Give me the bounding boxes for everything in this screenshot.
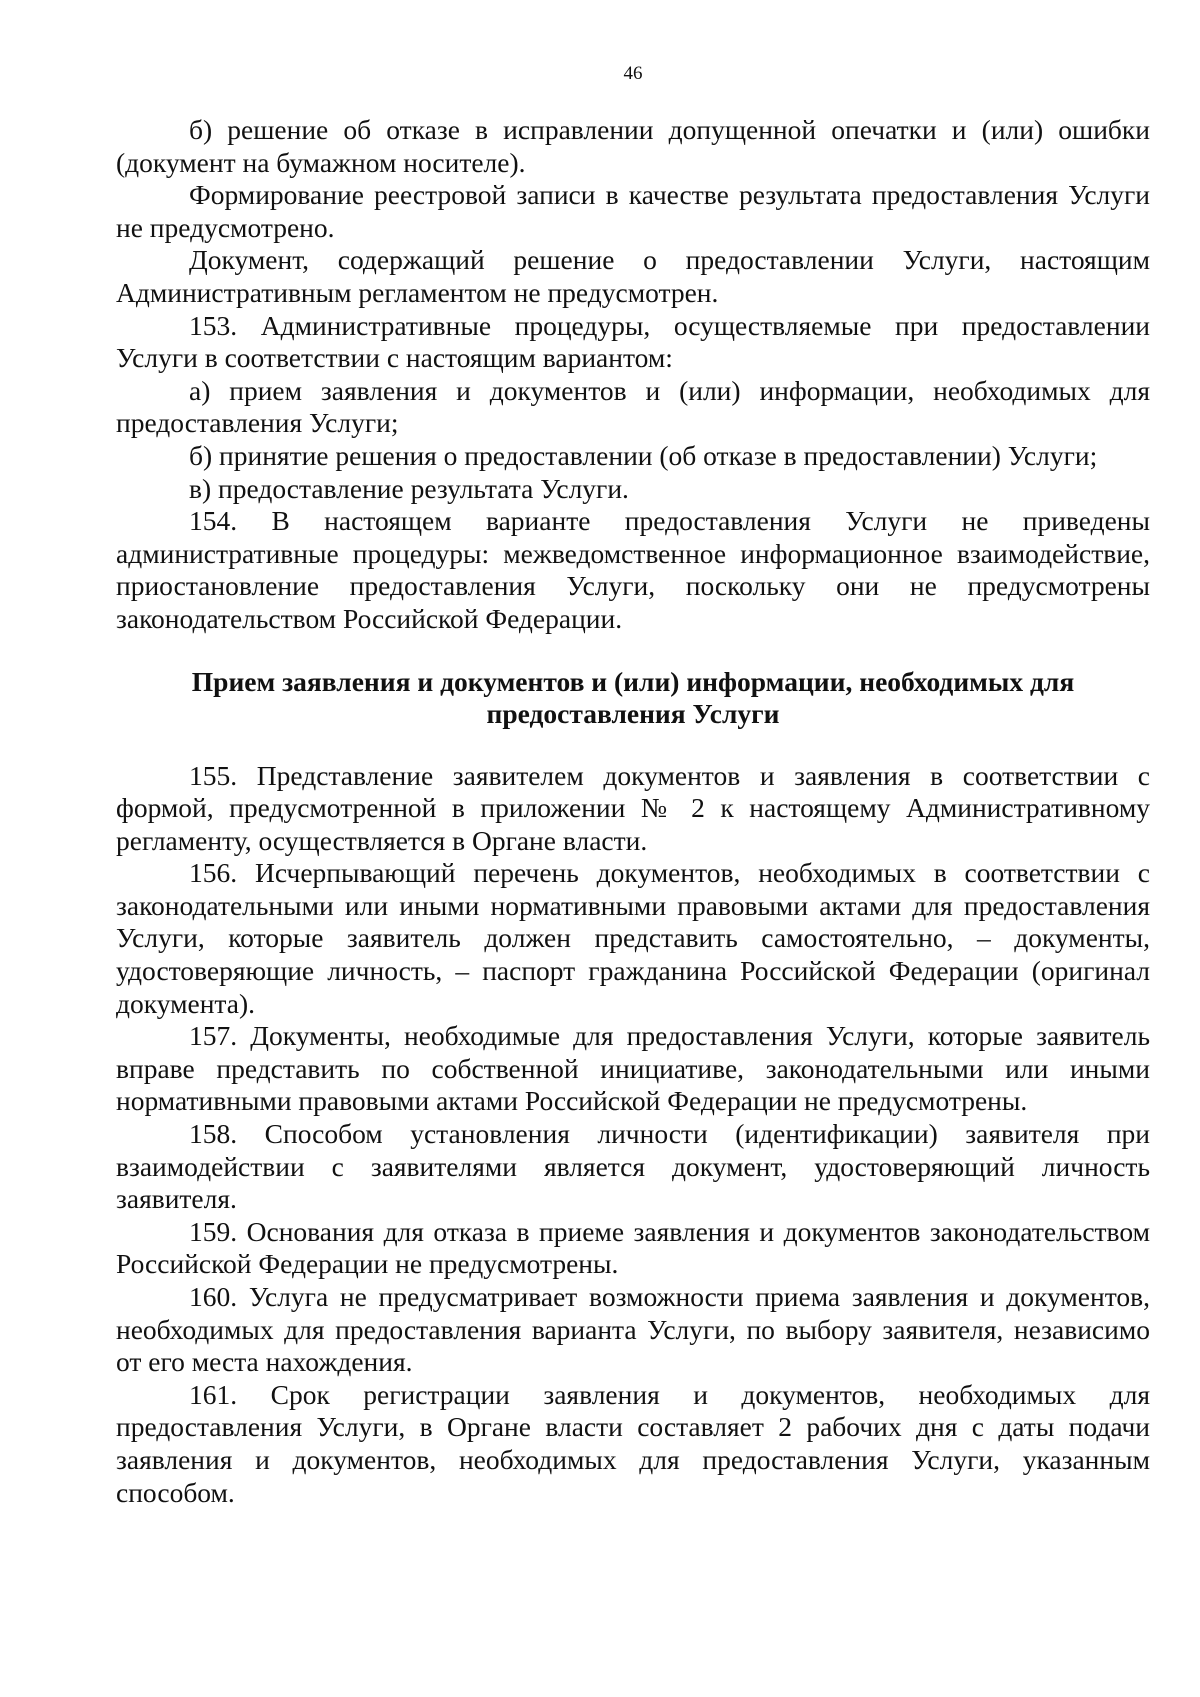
paragraph-155: 155. Представление заявителем документов и заявления в соответствии с формой, предусмотренной в приложении № 2 к настоящему Административному регламенту, осуществляется в Органе власти. [116, 759, 1150, 856]
paragraph-153-a: а) прием заявления и документов и (или) информации, необходимых для предоставления Услуги; [116, 374, 1150, 439]
paragraph-158: 158. Способом установления личности (идентификации) заявителя при взаимодействии с заявителями является документ, удостоверяющий личность заявителя. [116, 1118, 1150, 1215]
paragraph-153: 153. Административные процедуры, осуществляемые при предоставлении Услуги в соответствии с настоящим вариантом: [116, 309, 1150, 374]
paragraph-153-v: в) предоставление результата Услуги. [189, 472, 629, 504]
paragraph-161: 161. Срок регистрации заявления и документов, необходимых для предоставления Услуги, в Органе власти составляет 2 рабочих дня с даты подачи заявления и документов, необходимых для предоставления Услуги, указанным способом. [116, 1378, 1150, 1508]
paragraph-decision-document: Документ, содержащий решение о предоставлении Услуги, настоящим Административным регламентом не предусмотрен. [116, 244, 1150, 308]
paragraph-160: 160. Услуга не предусматривает возможности приема заявления и документов, необходимых для предоставления варианта Услуги, по выбору заявителя, независимо от его места нахождения. [116, 1281, 1150, 1378]
paragraph-156: 156. Исчерпывающий перечень документов, необходимых в соответствии с законодательными или иными нормативными правовыми актами для предоставления Услуги, которые заявитель должен представить самостоятельно, – документы, удостоверяющие личность, – паспорт гражданина Российской Федерации (оригинал документа). [116, 857, 1150, 1019]
section-heading-line-2: предоставления Услуги [486, 697, 780, 729]
section-heading-line-1: Прием заявления и документов и (или) информации, необходимых для [191, 665, 1075, 697]
page-number: 46 [623, 63, 643, 84]
paragraph-159: 159. Основания для отказа в приеме заявления и документов законодательством Российской Федерации не предусмотрены. [116, 1215, 1150, 1280]
paragraph-registry-entry: Формирование реестровой записи в качестве результата предоставления Услуги не предусмотрено. [116, 179, 1150, 243]
paragraph-157: 157. Документы, необходимые для предоставления Услуги, которые заявитель вправе представить по собственной инициативе, законодательными или иными нормативными правовыми актами Российской Федерации не предусмотрены. [116, 1020, 1150, 1117]
document-page [116, 62, 1150, 1509]
paragraph-154: 154. В настоящем варианте предоставления Услуги не приведены административные процедуры: межведомственное информационное взаимодействие, приостановление предоставления Услуги, поскольку они не предусмотрены законодательством Российской Федерации. [116, 505, 1150, 634]
paragraph-153-b: б) принятие решения о предоставлении (об отказе в предоставлении) Услуги; [189, 439, 1098, 471]
section-heading [116, 666, 1150, 730]
paragraph-refusal-decision: б) решение об отказе в исправлении допущенной опечатки и (или) ошибки (документ на бумажном носителе). [116, 114, 1150, 178]
